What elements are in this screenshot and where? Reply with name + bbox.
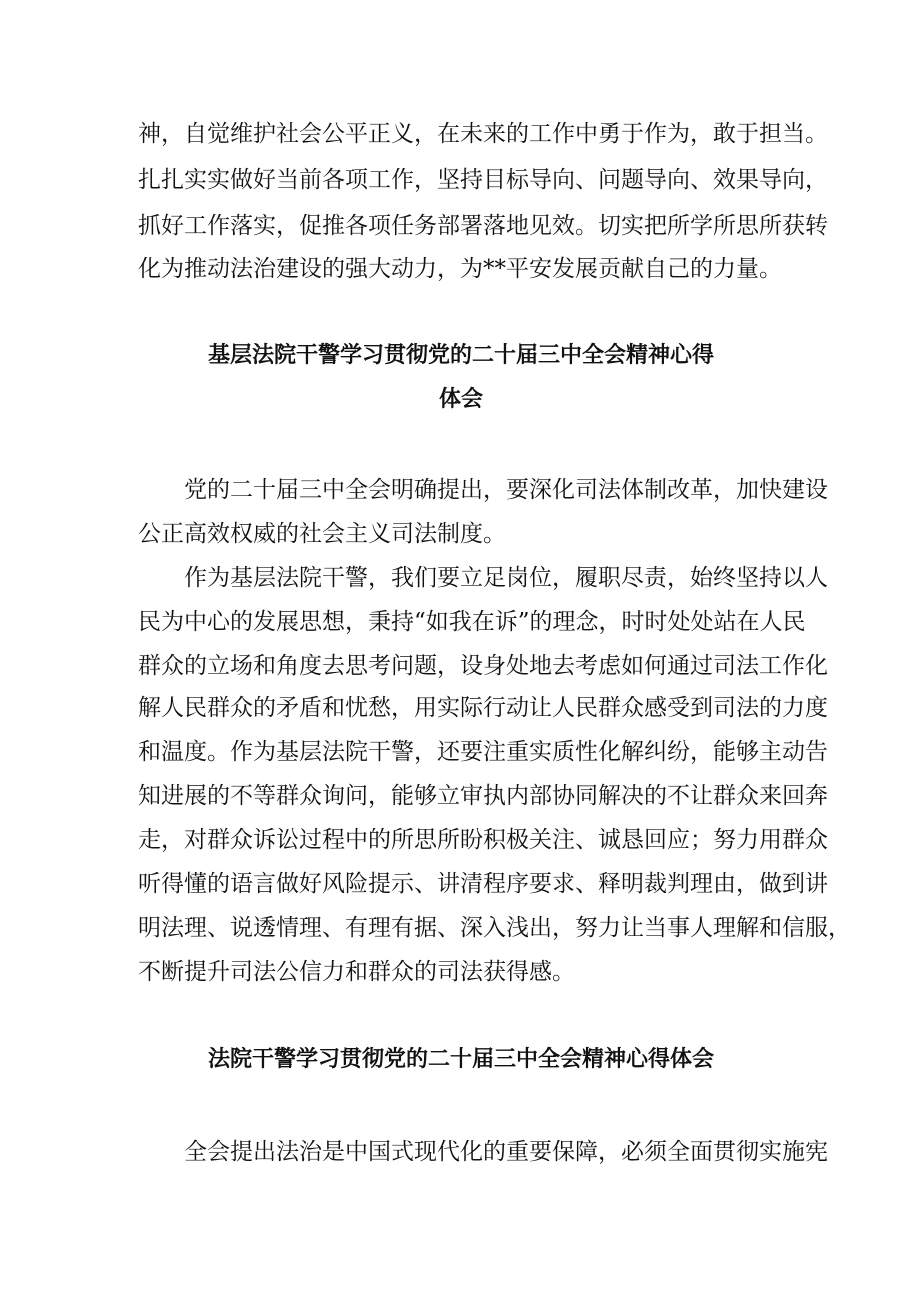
text-line: 不断提升司法公信力和群众的司法获得感。 — [138, 959, 575, 985]
text-line: 群众的立场和角度去思考问题，设身处地去考虑如何通过司法工作化 — [138, 653, 828, 679]
text-line: 化为推动法治建设的强大动力，为**平安发展贡献自己的力量。 — [138, 256, 782, 282]
text-line: 神，自觉维护社会公平正义，在未来的工作中勇于作为，敢于担当。 — [138, 121, 828, 147]
title-line: 基层法院干警学习贯彻党的二十届三中全会精神心得 — [207, 343, 714, 368]
text-line: 民为中心的发展思想，秉持“如我在诉”的理念，时时处处站在人民 — [138, 609, 806, 635]
text-line: 抓好工作落实，促推各项任务部署落地见效。切实把所学所思所获转 — [138, 213, 828, 239]
text-line: 作为基层法院干警，我们要立足岗位，履职尽责，始终坚持以人 — [184, 565, 828, 591]
text-line: 听得懂的语言做好风险提示、讲清程序要求、释明裁判理由，做到讲 — [138, 871, 828, 897]
text-line: 明法理、说透情理、有理有据、深入浅出，努力让当事人理解和信服， — [138, 915, 851, 941]
text-line: 走，对群众诉讼过程中的所思所盼积极关注、诚恳回应；努力用群众 — [138, 827, 828, 853]
text-line: 知进展的不等群众询问，能够立审执内部协同解决的不让群众来回奔 — [138, 783, 828, 809]
text-line: 和温度。作为基层法院干警，还要注重实质性化解纠纷，能够主动告 — [138, 739, 828, 765]
text-line: 全会提出法治是中国式现代化的重要保障，必须全面贯彻实施宪 — [184, 1139, 828, 1165]
text-line: 党的二十届三中全会明确提出，要深化司法体制改革，加快建设 — [184, 477, 828, 503]
text-line: 公正高效权威的社会主义司法制度。 — [138, 521, 506, 547]
text-line: 解人民群众的矛盾和忧愁，用实际行动让人民群众感受到司法的力度 — [138, 695, 828, 721]
text-line: 扎扎实实做好当前各项工作，坚持目标导向、问题导向、效果导向， — [138, 167, 828, 193]
title-line: 体会 — [438, 387, 483, 412]
title-line: 法院干警学习贯彻党的二十届三中全会精神心得体会 — [207, 1047, 714, 1072]
